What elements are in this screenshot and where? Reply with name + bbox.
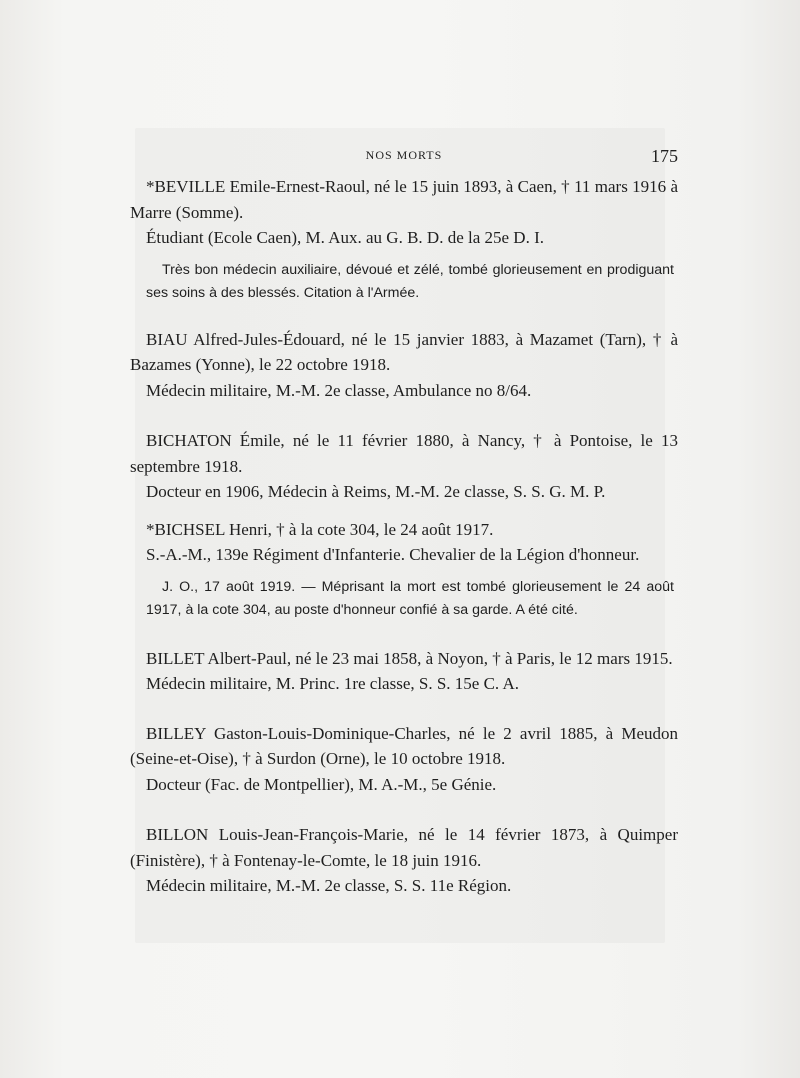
running-head: NOS MORTS [365, 148, 443, 162]
entry-detail: Docteur en 1906, Médecin à Reims, M.-M. 2e classe, S. S. G. M. P. [146, 482, 606, 501]
obituary-list [130, 174, 678, 899]
entry-billet [130, 646, 678, 697]
entry-citation: J. O., 17 août 1919. — Méprisant la mort est tombé glorieusement le 24 août 1917, à la cote 304, au poste d'honneur confié à sa garde. A été cité. [146, 578, 674, 618]
entry-bichsel [130, 517, 678, 622]
entry-head: BICHATON Émile, né le 11 février 1880, à Nancy, † à Pontoise, le 13 septembre 1918. [130, 431, 678, 476]
entry-detail: Médecin militaire, M.-M. 2e classe, Ambulance no 8/64. [146, 380, 532, 400]
entry-head: *BEVILLE Emile-Ernest-Raoul, né le 15 juin 1893, à Caen, † 11 mars 1916 à Marre (Somme). [130, 177, 678, 222]
entry-head: BIAU Alfred-Jules-Édouard, né le 15 janvier 1883, à Mazamet (Tarn), † à Bazames (Yonne), le 22 octobre 1918. [130, 329, 678, 374]
page-header [130, 148, 678, 172]
entry-head: *BICHSEL Henri, † à la cote 304, le 24 août 1917. [146, 519, 494, 539]
page-number: 175 [651, 146, 678, 166]
entry-bichaton [130, 428, 678, 505]
entry-head: BILLET Albert-Paul, né le 23 mai 1858, à Noyon, † à Paris, le 12 mars 1915. [146, 648, 673, 668]
entry-head: BILLON Louis-Jean-François-Marie, né le 14 février 1873, à Quimper (Finistère), † à Fontenay-le-Comte, le 18 juin 1916. [130, 825, 678, 870]
entry-citation: Très bon médecin auxiliaire, dévoué et zélé, tombé glorieusement en prodiguant ses soins à des blessés. Citation à l'Armée. [146, 261, 674, 301]
entry-detail: S.-A.-M., 139e Régiment d'Infanterie. Chevalier de la Légion d'honneur. [146, 545, 640, 564]
entry-billon [130, 822, 678, 899]
entry-detail: Médecin militaire, M. Princ. 1re classe, S. S. 15e C. A. [146, 674, 519, 693]
entry-beville [130, 174, 678, 305]
entry-detail: Étudiant (Ecole Caen), M. Aux. au G. B. D. de la 25e D. I. [146, 228, 544, 247]
entry-biau [130, 327, 678, 404]
entry-billey [130, 721, 678, 798]
entry-detail: Docteur (Fac. de Montpellier), M. A.-M., 5e Génie. [146, 774, 497, 794]
entry-detail: Médecin militaire, M.-M. 2e classe, S. S. 11e Région. [146, 876, 512, 895]
entry-head: BILLEY Gaston-Louis-Dominique-Charles, né le 2 avril 1885, à Meudon (Seine-et-Oise), † à Surdon (Orne), le 10 octobre 1918. [130, 723, 678, 768]
